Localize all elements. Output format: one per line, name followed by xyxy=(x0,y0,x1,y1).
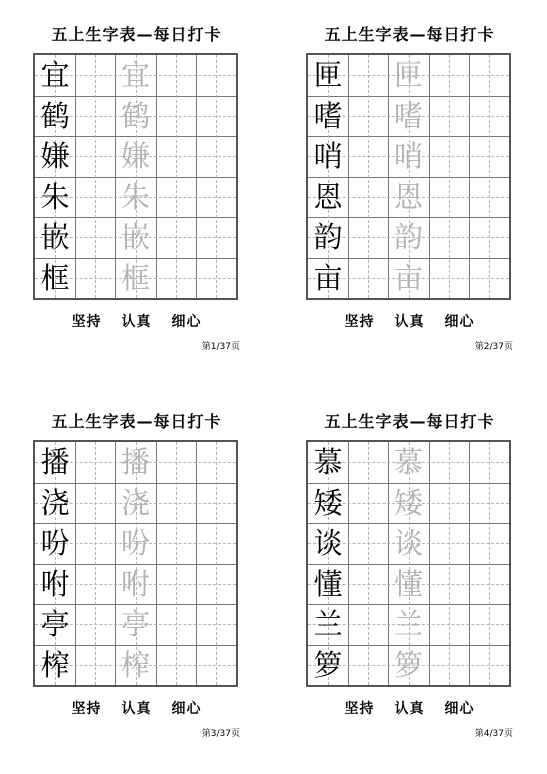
motto-word: 细心 xyxy=(444,701,475,717)
model-character: 哨 xyxy=(313,139,343,174)
tianzige-grid xyxy=(33,440,238,687)
model-character: 宜 xyxy=(40,58,70,93)
motto-word: 坚持 xyxy=(71,701,102,717)
model-character: 亩 xyxy=(313,260,343,295)
grid-guide-dash xyxy=(216,442,217,685)
model-character: 嵌 xyxy=(40,220,70,255)
model-character: 鹤 xyxy=(40,98,70,133)
tianzige-grid xyxy=(306,53,511,300)
grid-guide-dash xyxy=(95,55,96,298)
tracing-character: 播 xyxy=(120,445,150,480)
motto-word: 坚持 xyxy=(344,314,375,330)
model-character: 吩 xyxy=(40,526,70,561)
tracing-character: 兰 xyxy=(393,607,423,642)
grid-guide-dash xyxy=(489,55,490,298)
grid-guide-dash xyxy=(176,55,177,298)
grid-guide-dash xyxy=(368,442,369,685)
tracing-character: 韵 xyxy=(393,220,423,255)
model-character: 亭 xyxy=(40,607,70,642)
motto-word: 细心 xyxy=(171,314,202,330)
motto xyxy=(0,311,273,331)
page-number: 第4/37页 xyxy=(474,729,513,739)
motto-word: 认真 xyxy=(121,701,152,717)
tianzige-grid xyxy=(306,440,511,687)
motto-word: 认真 xyxy=(394,314,425,330)
motto xyxy=(273,698,546,718)
tracing-character: 嵌 xyxy=(120,220,150,255)
model-character: 榨 xyxy=(40,647,70,682)
tracing-character: 矮 xyxy=(393,485,423,520)
sheet-title: 五上生字表—每日打卡 xyxy=(51,412,222,431)
motto-word: 细心 xyxy=(444,314,475,330)
motto-word: 细心 xyxy=(171,701,202,717)
tracing-character: 榨 xyxy=(120,647,150,682)
model-character: 懂 xyxy=(313,566,343,601)
model-character: 浇 xyxy=(40,485,70,520)
model-character: 嗜 xyxy=(313,98,343,133)
grid-guide-dash xyxy=(489,442,490,685)
tracing-character: 吩 xyxy=(120,526,150,561)
model-character: 兰 xyxy=(313,607,343,642)
grid-guide-dash xyxy=(449,442,450,685)
motto-word: 认真 xyxy=(394,701,425,717)
tracing-character: 懂 xyxy=(393,566,423,601)
motto-word: 坚持 xyxy=(344,701,375,717)
tracing-character: 谈 xyxy=(393,526,423,561)
tracing-character: 浇 xyxy=(120,485,150,520)
practice-sheet xyxy=(273,387,546,774)
tracing-character: 朱 xyxy=(120,179,150,214)
practice-sheet xyxy=(0,0,273,387)
tracing-character: 箩 xyxy=(393,647,423,682)
tianzige-grid xyxy=(33,53,238,300)
model-character: 箩 xyxy=(313,647,343,682)
page-number: 第1/37页 xyxy=(201,342,240,352)
model-character: 咐 xyxy=(40,566,70,601)
tracing-character: 鹤 xyxy=(120,98,150,133)
page-number: 第2/37页 xyxy=(474,342,513,352)
model-character: 框 xyxy=(40,260,70,295)
tracing-character: 匣 xyxy=(393,58,423,93)
tracing-character: 咐 xyxy=(120,566,150,601)
model-character: 慕 xyxy=(313,445,343,480)
tracing-character: 亩 xyxy=(393,260,423,295)
tracing-character: 哨 xyxy=(393,139,423,174)
sheet-title: 五上生字表—每日打卡 xyxy=(51,25,222,44)
practice-sheet xyxy=(0,387,273,774)
motto xyxy=(273,311,546,331)
tracing-character: 慕 xyxy=(393,445,423,480)
grid-guide-dash xyxy=(95,442,96,685)
model-character: 韵 xyxy=(313,220,343,255)
model-character: 匣 xyxy=(313,58,343,93)
tracing-character: 框 xyxy=(120,260,150,295)
sheet-title: 五上生字表—每日打卡 xyxy=(324,412,495,431)
model-character: 朱 xyxy=(40,179,70,214)
page-number: 第3/37页 xyxy=(201,729,240,739)
motto-word: 认真 xyxy=(121,314,152,330)
tracing-character: 宜 xyxy=(120,58,150,93)
grid-guide-dash xyxy=(368,55,369,298)
model-character: 播 xyxy=(40,445,70,480)
tracing-character: 嫌 xyxy=(120,139,150,174)
motto-word: 坚持 xyxy=(71,314,102,330)
tracing-character: 恩 xyxy=(393,179,423,214)
model-character: 矮 xyxy=(313,485,343,520)
grid-guide-dash xyxy=(449,55,450,298)
model-character: 恩 xyxy=(313,179,343,214)
grid-guide-dash xyxy=(216,55,217,298)
sheet-title: 五上生字表—每日打卡 xyxy=(324,25,495,44)
practice-sheet xyxy=(273,0,546,387)
grid-guide-dash xyxy=(176,442,177,685)
tracing-character: 嗜 xyxy=(393,98,423,133)
motto xyxy=(0,698,273,718)
model-character: 嫌 xyxy=(40,139,70,174)
model-character: 谈 xyxy=(313,526,343,561)
tracing-character: 亭 xyxy=(120,607,150,642)
